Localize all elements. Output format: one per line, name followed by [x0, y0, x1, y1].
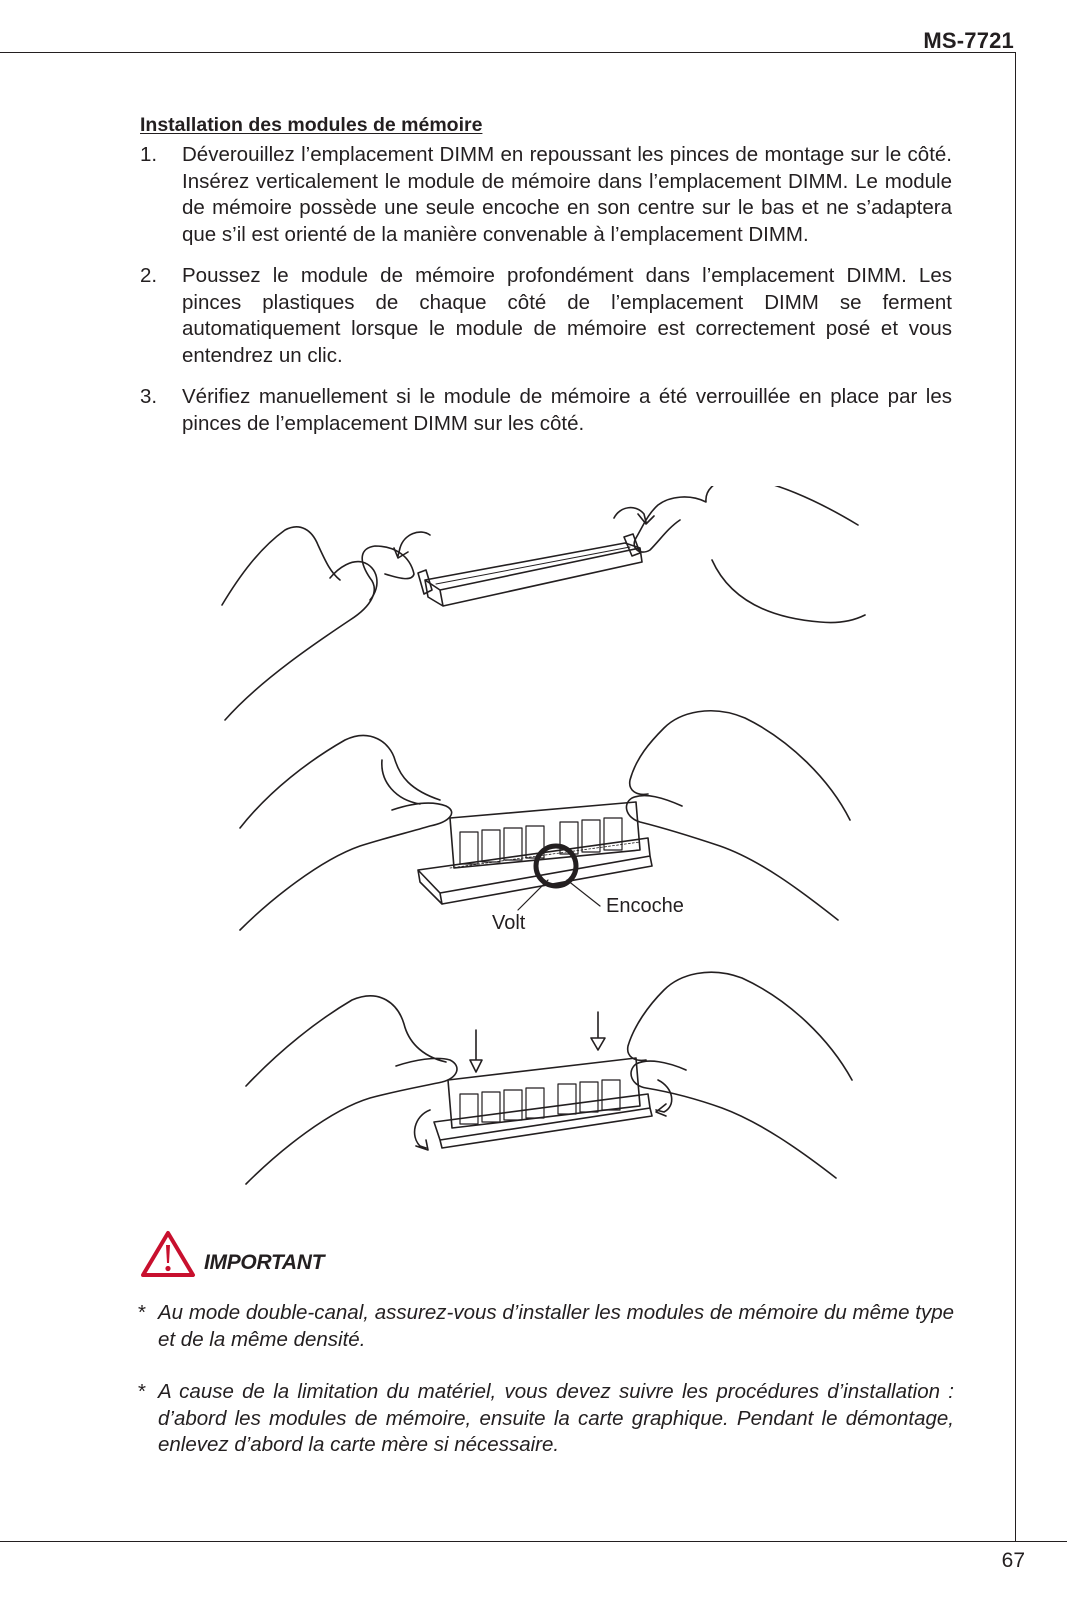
steps-list [140, 142, 952, 452]
dimm-installation-illustration [0, 486, 1067, 1206]
warning-triangle-icon [140, 1230, 196, 1278]
left-hand-outline [246, 996, 457, 1184]
step-text: Poussez le module de mémoire profondément dans l’emplacement DIMM. Les pinces plastiques de chaque côté de l’emplacement DIMM se ferment automatiquement lorsque le module de mémoire est correctement posé et vous entendrez un clic. [182, 264, 952, 367]
model-number: MS-7721 [923, 28, 1014, 53]
note-item [138, 1300, 954, 1353]
note-text: A cause de la limitation du matériel, vous devez suivre les procédures d’installation : d’abord les modules de mémoire, ensuite la carte graphique. Pendant le démontage, enlevez d’abord la carte mère si nécessaire. [158, 1380, 954, 1456]
volt-label: Volt [492, 912, 526, 934]
slot-groove [436, 547, 630, 584]
header-rule [0, 52, 1016, 53]
page-number: 67 [1001, 1549, 1025, 1572]
down-arrow-icon [470, 1030, 482, 1072]
important-label: IMPORTANT [204, 1251, 325, 1274]
module-chip [460, 1080, 620, 1124]
module-chip [460, 818, 622, 864]
bullet-asterisk: * [138, 1380, 146, 1403]
notch-label: Encoche [606, 895, 684, 917]
left-thumb [330, 562, 377, 600]
left-hand-outline [240, 736, 452, 930]
step-unlock-illustration [222, 486, 865, 720]
step-text: Déverouillez l’emplacement DIMM en repoussant les pinces de montage sur le côté. Insérez verticalement le module de mémoire dans l’emplacement DIMM. Le module de mémoire possède une seule encoche en son centre sur le bas et ne s’adaptera que s’il est orienté de la manière convenable à l’emplacement DIMM. [182, 143, 952, 246]
section-title: Installation des modules de mémoire [140, 114, 483, 136]
bullet-asterisk: * [138, 1301, 146, 1324]
step-text: Vérifiez manuellement si le module de mémoire a été verrouillée en place par les pinces de l’emplacement DIMM sur les côté. [182, 385, 952, 435]
right-rotate-arrow-icon [656, 1080, 672, 1116]
step-item [140, 263, 952, 369]
step-number: 3. [140, 385, 158, 408]
footer-rule [0, 1541, 1067, 1542]
left-rotate-arrow-icon [415, 1110, 430, 1150]
right-hand-outline [626, 711, 850, 920]
left-rotate-arrow-icon [394, 532, 430, 558]
step-item [140, 384, 952, 437]
down-arrow-icon [591, 1012, 605, 1050]
step-item [140, 142, 952, 248]
note-text: Au mode double-canal, assurez-vous d’installer les modules de mémoire du même type et de la même densité. [158, 1301, 954, 1351]
step-insert-illustration [240, 711, 850, 934]
notch-leader [567, 880, 600, 906]
step-lock-illustration [246, 972, 852, 1184]
left-hand-outline [222, 527, 414, 720]
dimm-slot [434, 1094, 652, 1148]
dimm-slot [425, 543, 642, 606]
step-number: 2. [140, 264, 158, 287]
right-hand-outline [634, 486, 865, 623]
important-heading [140, 1230, 324, 1278]
note-item [138, 1379, 954, 1459]
step-number: 1. [140, 143, 158, 166]
volt-leader [518, 880, 548, 910]
right-hand-outline [628, 972, 852, 1178]
important-notes [138, 1300, 954, 1485]
notch-callout-circle [536, 846, 576, 886]
